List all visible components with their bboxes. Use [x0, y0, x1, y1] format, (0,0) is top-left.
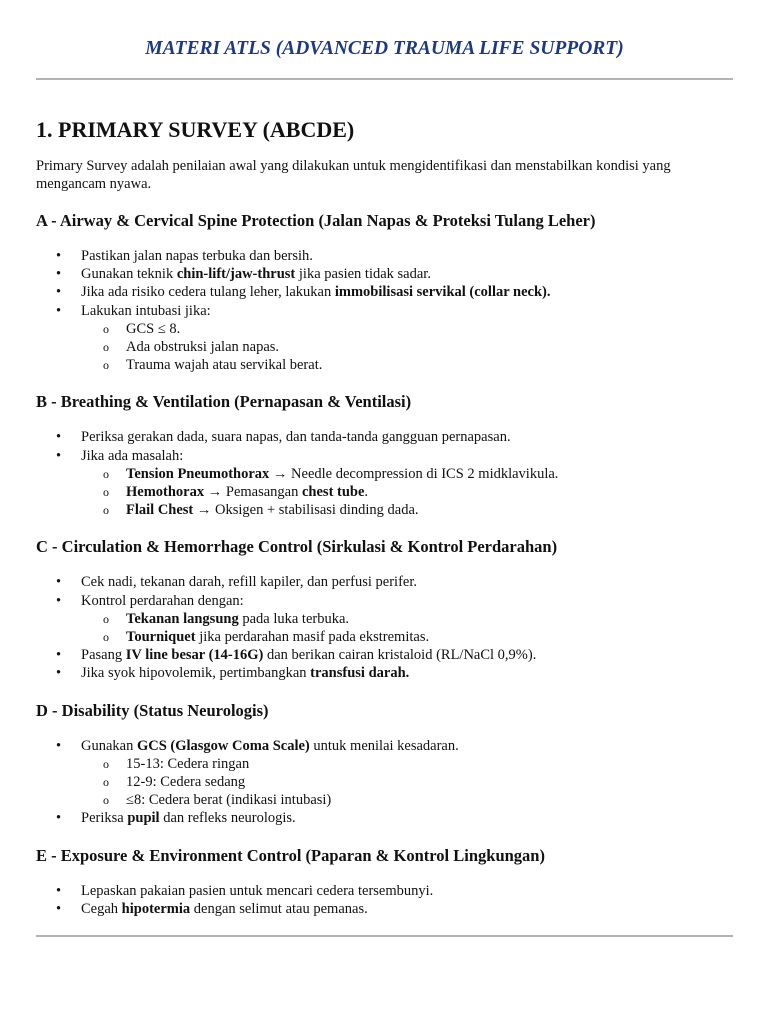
sublist-breathing-problems [81, 465, 733, 520]
heading-breathing: B - Breathing & Ventilation (Pernapasan & Ventilasi) [36, 392, 412, 412]
list-item: • Lakukan intubasi jika: o GCS ≤ 8. o Ada obstruksi jalan napas. o Trauma wajah atau servikal berat. [36, 302, 733, 375]
circle-bullet-icon: o [103, 611, 109, 626]
list-item: • Jika ada risiko cedera tulang leher, lakukan immobilisasi servikal (collar neck). [56, 284, 551, 301]
arrow-icon: → [269, 465, 292, 482]
sublist-item: o Flail Chest → Oksigen + stabilisasi dinding dada. [103, 502, 419, 519]
circle-bullet-icon: o [103, 793, 109, 808]
arrow-icon: → [204, 484, 226, 501]
list-circulation [36, 573, 733, 682]
bullet-icon: • [56, 429, 62, 446]
list-item: • Cegah hipotermia dengan selimut atau pemanas. [56, 900, 368, 917]
sublist-item: o Tension Pneumothorax → Needle decompression di ICS 2 midklavikula. [103, 465, 559, 482]
list-item: • Gunakan GCS (Glasgow Coma Scale) untuk menilai kesadaran. o 15-13: Cedera ringan o 12-9: Cedera sedang o ≤8: Cedera berat (indikasi intubasi) [36, 737, 733, 810]
bullet-icon: • [56, 900, 62, 917]
sublist-intubation [81, 320, 733, 375]
bottom-divider [36, 935, 733, 937]
list-item: • Jika syok hipovolemik, pertimbangkan transfusi darah. [56, 665, 410, 682]
document-title: MATERI ATLS (ADVANCED TRAUMA LIFE SUPPORT) [145, 38, 624, 59]
intro-paragraph: Primary Survey adalah penilaian awal yang dilakukan untuk mengidentifikasi dan menstabilkan kondisi yang mengancam nyawa. [36, 158, 671, 192]
sublist-item: o Tekanan langsung pada luka terbuka. [103, 610, 350, 627]
circle-bullet-icon: o [103, 756, 109, 771]
sublist-item: o ≤8: Cedera berat (indikasi intubasi) [103, 792, 332, 809]
list-item: • Kontrol perdarahan dengan: o Tekanan langsung pada luka terbuka. o Tourniquet jika perdarahan masif pada ekstremitas. [36, 592, 733, 647]
sublist-item: o 12-9: Cedera sedang [103, 774, 246, 791]
list-item: • Cek nadi, tekanan darah, refill kapiler, dan perfusi perifer. [56, 574, 417, 591]
sublist-item: o Ada obstruksi jalan napas. [103, 339, 280, 356]
circle-bullet-icon: o [103, 466, 109, 481]
bullet-icon: • [56, 647, 62, 664]
bullet-icon: • [56, 574, 62, 591]
list-airway [36, 247, 733, 374]
circle-bullet-icon: o [103, 358, 109, 373]
bullet-icon: • [56, 592, 62, 609]
document-page [36, 0, 733, 937]
circle-bullet-icon: o [103, 340, 109, 355]
heading-airway: A - Airway & Cervical Spine Protection (Jalan Napas & Proteksi Tulang Leher) [36, 211, 596, 230]
list-item: • Periksa pupil dan refleks neurologis. [56, 810, 296, 827]
section-title: 1. PRIMARY SURVEY (ABCDE) [36, 117, 355, 142]
bullet-icon: • [56, 737, 62, 754]
heading-disability: D - Disability (Status Neurologis) [36, 700, 269, 720]
bullet-icon: • [56, 882, 62, 899]
bullet-icon: • [56, 284, 62, 301]
bullet-icon: • [56, 302, 62, 319]
sublist-item: o 15-13: Cedera ringan [103, 755, 250, 772]
list-breathing [36, 428, 733, 519]
sublist-item: o Hemothorax → Pemasangan chest tube. [103, 484, 369, 501]
list-disability [36, 737, 733, 828]
list-item: • Pasang IV line besar (14-16G) dan berikan cairan kristaloid (RL/NaCl 0,9%). [56, 647, 537, 664]
list-item: • Jika ada masalah: o Tension Pneumothorax → Needle decompression di ICS 2 midklavikula. o Hemothorax → Pemasangan chest tube. o Flail Chest → Oksigen + stabilisasi dinding dada. [36, 447, 733, 520]
list-item: • Pastikan jalan napas terbuka dan bersih. [56, 248, 313, 264]
arrow-icon: → [193, 502, 216, 519]
list-exposure [36, 882, 733, 918]
bullet-icon: • [56, 266, 62, 283]
sublist-item: o Tourniquet jika perdarahan masif pada ekstremitas. [103, 629, 430, 646]
sublist-item: o Trauma wajah atau servikal berat. [103, 357, 323, 374]
list-item: • Lepaskan pakaian pasien untuk mencari cedera tersembunyi. [56, 882, 434, 899]
list-item: • Periksa gerakan dada, suara napas, dan tanda-tanda gangguan pernapasan. [56, 429, 511, 446]
circle-bullet-icon: o [103, 485, 109, 500]
circle-bullet-icon: o [103, 503, 109, 518]
top-divider [36, 78, 733, 80]
bullet-icon: • [56, 447, 62, 464]
circle-bullet-icon: o [103, 630, 109, 645]
list-item: • Gunakan teknik chin-lift/jaw-thrust jika pasien tidak sadar. [56, 266, 431, 283]
circle-bullet-icon: o [103, 321, 109, 336]
bullet-icon: • [56, 810, 62, 827]
heading-circulation: C - Circulation & Hemorrhage Control (Sirkulasi & Kontrol Perdarahan) [36, 537, 558, 557]
sublist-bleeding-control [81, 610, 733, 646]
bullet-icon: • [56, 248, 62, 264]
sublist-gcs [81, 755, 733, 810]
circle-bullet-icon: o [103, 775, 109, 790]
sublist-item: o GCS ≤ 8. [103, 320, 181, 337]
heading-exposure: E - Exposure & Environment Control (Paparan & Kontrol Lingkungan) [36, 845, 545, 865]
bullet-icon: • [56, 665, 62, 682]
